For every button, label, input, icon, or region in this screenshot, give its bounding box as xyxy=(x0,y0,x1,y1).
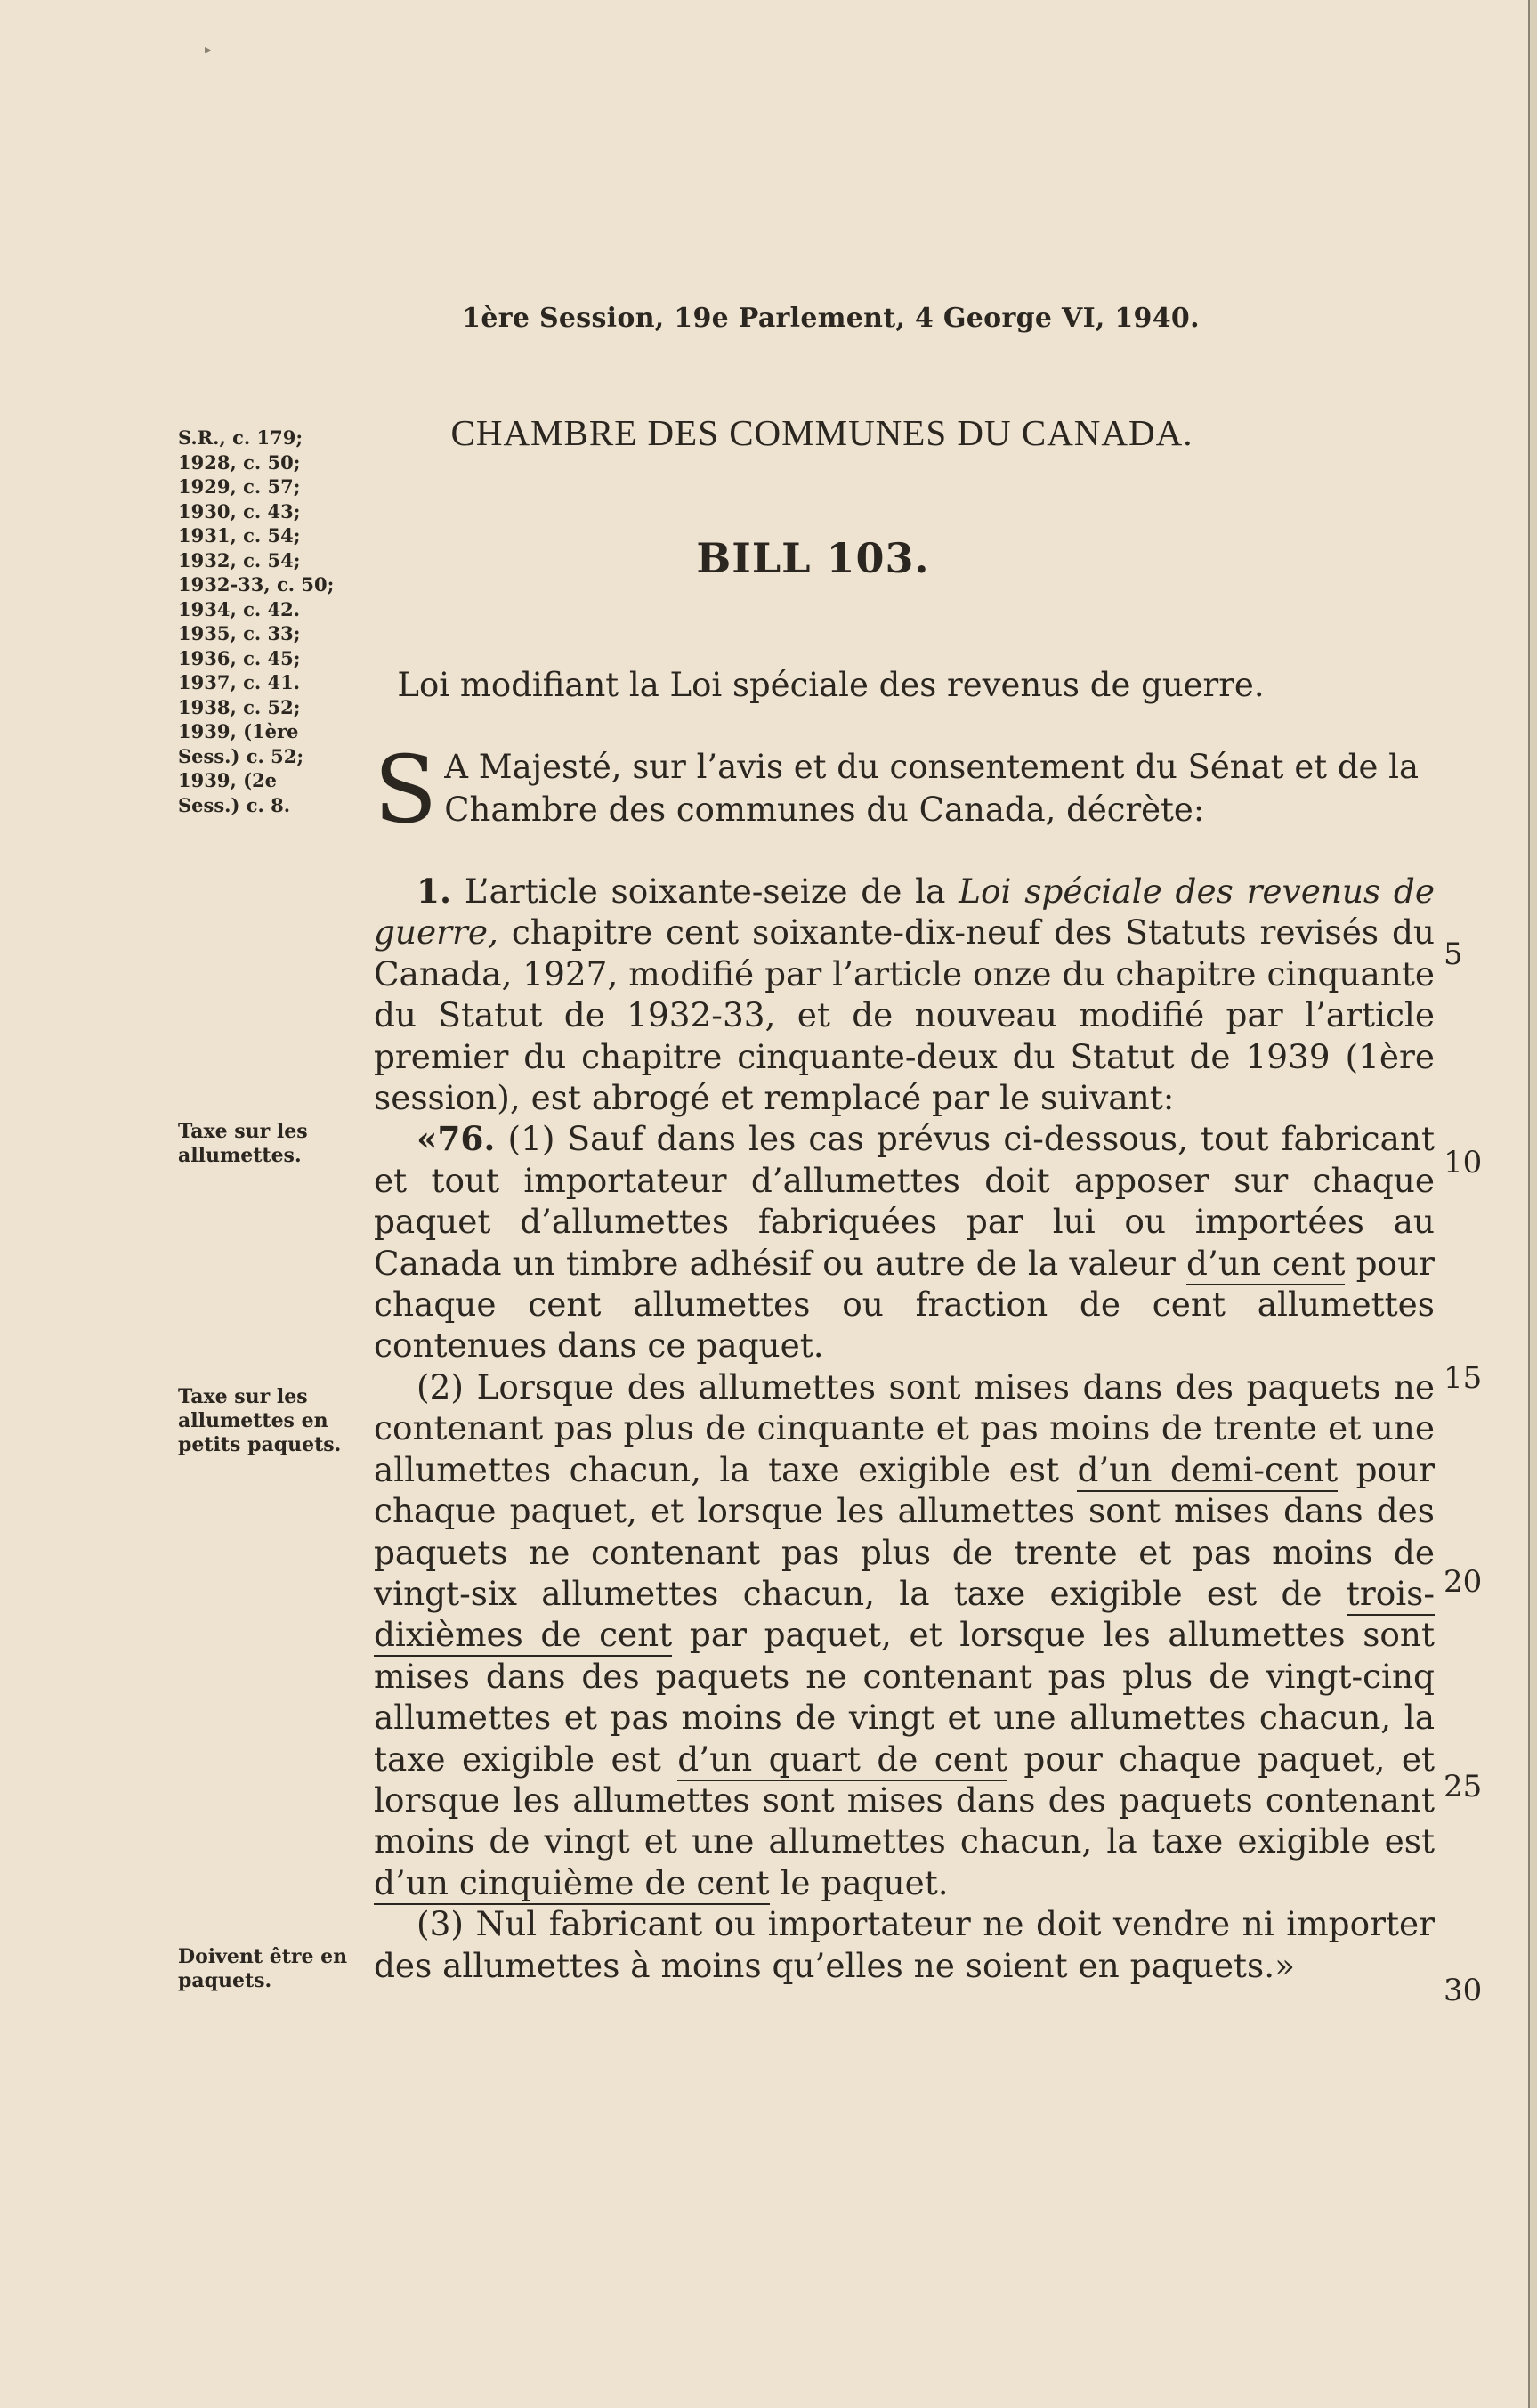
subsection-text: (2) Lorsque des allumettes sont mises dans des paquets ne contenant pas plus de cinquante et pas moins de trente et une allumettes chacun, la taxe exigible est xyxy=(374,1366,1435,1489)
section-intro: L’article soixante-seize de la xyxy=(464,872,946,911)
chamber-title: CHAMBRE DES COMMUNES DU CANADA. xyxy=(450,412,1193,453)
citation: 1934, c. 42. xyxy=(178,597,301,620)
bill-number: BILL 103. xyxy=(696,534,930,582)
drop-cap: S xyxy=(374,735,438,844)
margin-note-small-packets: Taxe sur les allumettes en petits paquets. xyxy=(178,1385,342,1456)
line-number: 30 xyxy=(1444,1973,1483,2008)
citation: 1938, c. 52; xyxy=(178,695,301,718)
enacting-clause xyxy=(374,735,1442,844)
page-edge xyxy=(1528,0,1537,2408)
underlined-amount: d’un cinquième de cent xyxy=(374,1863,770,1905)
subsection-text: le paquet. xyxy=(780,1862,949,1902)
margin-note-packets-required: Doivent être en paquets. xyxy=(178,1945,348,1992)
bill-body xyxy=(374,871,1435,1986)
underlined-amount: d’un quart de cent xyxy=(677,1739,1007,1781)
line-number: 10 xyxy=(1444,1145,1483,1180)
citation: 1939, (1ère xyxy=(178,720,299,742)
subsection-text: pour chaque paquet, et lorsque les allumettes sont mises dans des paquets contenant moins de vingt et une allumettes chacun, la taxe exigible est xyxy=(374,1739,1436,1861)
line-number: 20 xyxy=(1444,1564,1483,1600)
print-speck: ▸ xyxy=(205,43,212,57)
citation: 1932-33, c. 50; xyxy=(178,573,335,596)
citation: 1929, c. 57; xyxy=(178,475,301,498)
citation: Sess.) c. 8. xyxy=(178,793,291,816)
citation: 1931, c. 54; xyxy=(178,524,301,547)
subsection-text: (1) Sauf dans les cas prévus ci-dessous, tout fabricant et tout importateur d’allumettes doit apposer sur chaque paquet d’allumettes fabriquées par lui ou importées au Canada un timbre adhésif ou autre de la valeur xyxy=(374,1119,1436,1283)
bill-title: Loi modifiant la Loi spéciale des revenus de guerre. xyxy=(397,666,1265,704)
citation: 1930, c. 43; xyxy=(178,499,301,523)
subsection-2 xyxy=(374,1366,1435,1903)
margin-note-tax-matches: Taxe sur les allumettes. xyxy=(178,1120,308,1167)
subsection-text: par paquet, et lorsque les allumettes sont mises dans des paquets ne contenant pas plus de vingt-cinq allumettes et pas moins de vingt et une allumettes chacun, la taxe exigible est xyxy=(374,1615,1435,1779)
section-1 xyxy=(374,871,1435,1118)
section-number-76: «76. xyxy=(417,1119,496,1159)
statute-citations xyxy=(178,426,356,817)
citation: S.R., c. 179; xyxy=(178,426,303,449)
subsection-text: pour chaque paquet, et lorsque les allumettes sont mises dans des paquets ne contenant pas plus de trente et pas moins de vingt-six allumettes chacun, la taxe exigible est de xyxy=(374,1449,1436,1613)
citation: 1928, c. 50; xyxy=(178,450,301,474)
underlined-amount: d’un demi-cent xyxy=(1077,1450,1338,1492)
citation: 1939, (2e xyxy=(178,769,277,791)
citation: 1932, c. 54; xyxy=(178,548,301,572)
section-number: 1. xyxy=(417,872,452,911)
act-name: Loi spéciale des revenus de guerre, xyxy=(374,872,1435,953)
subsection-1 xyxy=(374,1118,1435,1366)
subsection-3 xyxy=(374,1903,1435,1986)
enacting-text: A Majesté, sur l’avis et du consentement du Sénat et de la Chambre des communes du Canada, décrète: xyxy=(444,748,1420,829)
citation: 1936, c. 45; xyxy=(178,646,301,669)
section-text: chapitre cent soixante-dix-neuf des Statuts revisés du Canada, 1927, modifié par l’article onze du chapitre cinquante du Statut de 1932-33, et de nouveau modifié par l’article premier du chapitre cinquante-deux du Statut de 1939 (1ère session), est abrogé et remplacé par le suivant: xyxy=(374,912,1436,1118)
citation: 1937, c. 41. xyxy=(178,671,301,693)
citation: 1935, c. 33; xyxy=(178,622,301,645)
line-number: 15 xyxy=(1444,1360,1483,1396)
line-number: 5 xyxy=(1444,936,1463,972)
session-header: 1ère Session, 19e Parlement, 4 George VI, 1940. xyxy=(462,303,1200,334)
subsection-text: (3) Nul fabricant ou importateur ne doit vendre ni importer des allumettes à moins qu’elles ne soient en paquets.» xyxy=(374,1904,1435,1985)
underlined-amount: d’un cent xyxy=(1186,1244,1345,1285)
underlined-amount: trois-dixièmes de cent xyxy=(374,1574,1435,1657)
line-number: 25 xyxy=(1444,1769,1483,1804)
citation: Sess.) c. 52; xyxy=(178,744,304,767)
subsection-text: pour chaque cent allumettes ou fraction de cent allumettes contenues dans ce paquet. xyxy=(374,1243,1435,1366)
